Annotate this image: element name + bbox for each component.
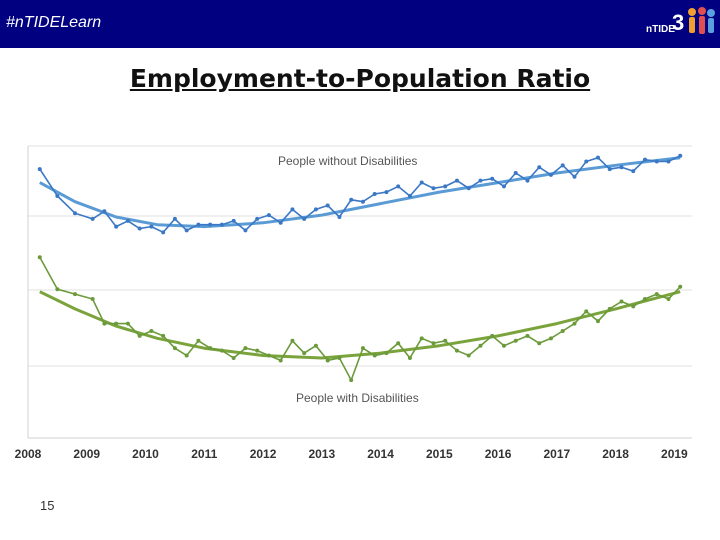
- data-point: [361, 346, 365, 350]
- data-point: [490, 177, 494, 181]
- data-point: [114, 225, 118, 229]
- annotation-without-disabilities: People without Disabilities: [278, 154, 418, 168]
- data-point: [561, 163, 565, 167]
- annotation-with-disabilities: People with Disabilities: [296, 391, 419, 405]
- data-point: [396, 341, 400, 345]
- data-point: [290, 339, 294, 343]
- data-point: [337, 215, 341, 219]
- x-tick-label: 2009: [73, 447, 101, 461]
- data-point: [596, 319, 600, 323]
- data-point: [73, 292, 77, 296]
- data-point: [114, 322, 118, 326]
- data-point: [185, 354, 189, 358]
- data-point: [608, 307, 612, 311]
- data-point: [525, 334, 529, 338]
- x-tick-label: 2019: [661, 447, 688, 461]
- data-point: [561, 329, 565, 333]
- x-tick-label: 2013: [308, 447, 336, 461]
- data-point: [373, 192, 377, 196]
- data-point: [302, 351, 306, 355]
- data-point: [337, 356, 341, 360]
- data-point: [514, 339, 518, 343]
- data-point: [326, 204, 330, 208]
- data-point: [302, 217, 306, 221]
- logo-text: nTIDE: [646, 24, 675, 35]
- data-point: [279, 221, 283, 225]
- data-point: [396, 184, 400, 188]
- data-point: [619, 299, 623, 303]
- data-point: [38, 255, 42, 259]
- data-point: [467, 354, 471, 358]
- data-point: [420, 336, 424, 340]
- data-point: [173, 346, 177, 350]
- data-point: [549, 336, 553, 340]
- data-point: [149, 329, 153, 333]
- data-point: [232, 219, 236, 223]
- data-point: [232, 356, 236, 360]
- data-point: [373, 354, 377, 358]
- data-point: [138, 227, 142, 231]
- data-point: [655, 292, 659, 296]
- data-point: [196, 339, 200, 343]
- data-point: [467, 186, 471, 190]
- data-point: [443, 339, 447, 343]
- data-point: [384, 190, 388, 194]
- x-tick-label: 2010: [132, 447, 159, 461]
- data-point: [267, 354, 271, 358]
- data-point: [138, 334, 142, 338]
- data-point: [455, 349, 459, 353]
- data-point: [290, 207, 294, 211]
- data-point: [38, 167, 42, 171]
- data-point: [631, 304, 635, 308]
- data-point: [431, 341, 435, 345]
- data-point: [572, 175, 576, 179]
- data-point: [596, 156, 600, 160]
- data-point: [584, 309, 588, 313]
- data-point: [643, 297, 647, 301]
- data-point: [208, 223, 212, 227]
- data-point: [619, 165, 623, 169]
- header-bar: [0, 0, 720, 48]
- ntide-logo: [640, 4, 718, 46]
- data-point: [243, 346, 247, 350]
- data-point: [478, 344, 482, 348]
- data-point: [161, 334, 165, 338]
- data-point: [408, 356, 412, 360]
- data-point: [55, 287, 59, 291]
- data-point: [655, 159, 659, 163]
- logo-digit: 3: [672, 10, 685, 35]
- data-point: [173, 217, 177, 221]
- data-point: [55, 194, 59, 198]
- data-point: [314, 344, 318, 348]
- slide-title: Employment-to-Population Ratio: [129, 64, 591, 93]
- line-chart: [14, 140, 700, 470]
- data-point: [267, 213, 271, 217]
- data-point: [326, 358, 330, 362]
- data-point: [314, 207, 318, 211]
- x-tick-label: 2011: [191, 447, 218, 461]
- data-point: [549, 173, 553, 177]
- x-tick-label: 2014: [367, 447, 394, 461]
- hashtag-label: #nTIDELearn: [6, 14, 102, 31]
- data-point: [220, 349, 224, 353]
- data-point: [161, 230, 165, 234]
- data-point: [255, 217, 259, 221]
- data-point: [678, 285, 682, 289]
- data-point: [126, 219, 130, 223]
- data-point: [537, 165, 541, 169]
- data-point: [572, 322, 576, 326]
- data-point: [643, 158, 647, 162]
- data-point: [91, 297, 95, 301]
- data-point: [478, 179, 482, 183]
- x-tick-label: 2016: [484, 447, 512, 461]
- data-point: [490, 334, 494, 338]
- x-tick-label: 2008: [14, 447, 42, 461]
- data-point: [584, 159, 588, 163]
- data-point: [678, 154, 682, 158]
- data-point: [631, 169, 635, 173]
- data-point: [408, 194, 412, 198]
- x-axis-ticks: [15, 447, 688, 461]
- x-tick-label: 2017: [543, 447, 571, 461]
- data-point: [243, 228, 247, 232]
- chart-area: [14, 140, 700, 470]
- data-point: [102, 209, 106, 213]
- data-point: [420, 181, 424, 185]
- data-point: [537, 341, 541, 345]
- data-point: [361, 200, 365, 204]
- data-point: [185, 228, 189, 232]
- data-point: [126, 322, 130, 326]
- data-point: [196, 223, 200, 227]
- data-point: [91, 217, 95, 221]
- data-point: [255, 349, 259, 353]
- series-annotations: [278, 154, 419, 405]
- series-line: [40, 257, 680, 380]
- data-point: [431, 186, 435, 190]
- data-point: [349, 378, 353, 382]
- data-point: [514, 171, 518, 175]
- data-point: [349, 198, 353, 202]
- data-point: [443, 184, 447, 188]
- x-tick-label: 2018: [602, 447, 629, 461]
- data-point: [666, 159, 670, 163]
- data-point: [384, 351, 388, 355]
- data-point: [73, 211, 77, 215]
- data-point: [102, 322, 106, 326]
- trend-line: [40, 292, 680, 358]
- trend-lines: [40, 158, 680, 358]
- data-point: [208, 346, 212, 350]
- page-number: 15: [40, 498, 55, 513]
- data-point: [608, 167, 612, 171]
- data-point: [525, 179, 529, 183]
- data-point: [502, 344, 506, 348]
- data-point: [455, 179, 459, 183]
- data-point: [666, 297, 670, 301]
- data-point: [279, 358, 283, 362]
- data-point: [502, 184, 506, 188]
- x-tick-label: 2015: [425, 447, 453, 461]
- x-tick-label: 2012: [249, 447, 277, 461]
- data-point: [149, 225, 153, 229]
- series-lines: [38, 154, 682, 382]
- data-point: [220, 223, 224, 227]
